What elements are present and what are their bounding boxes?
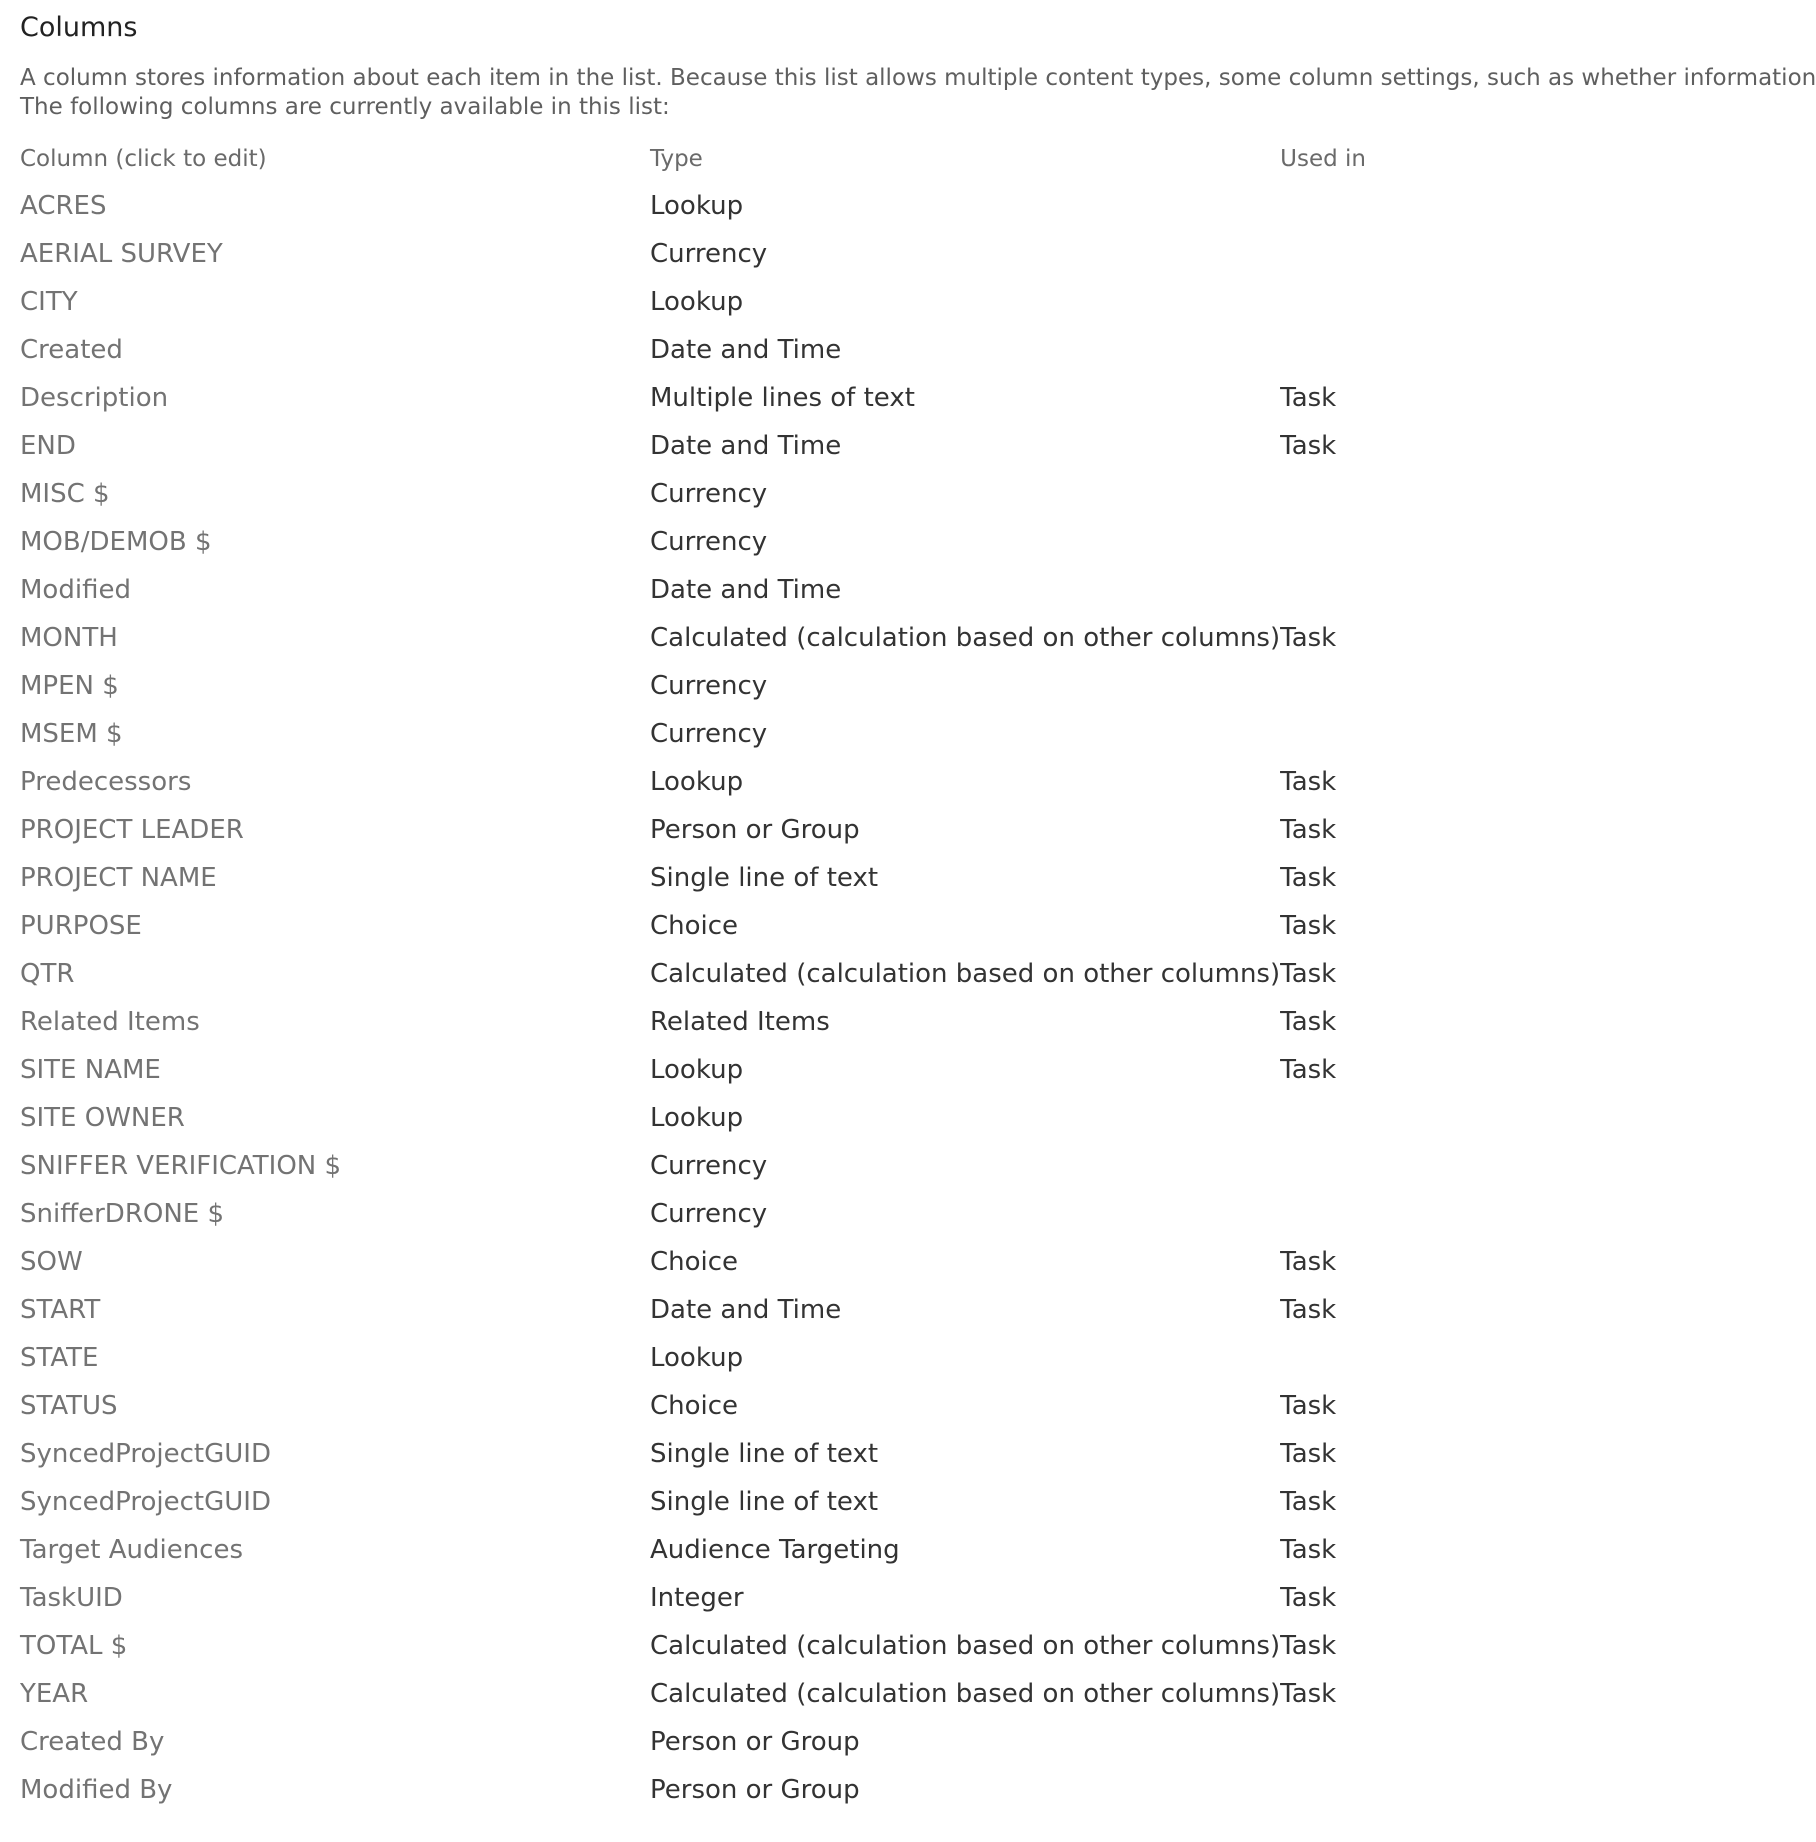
column-type: Audience Targeting [650,1535,900,1565]
column-used-in [1280,662,1420,710]
column-type: Single line of text [650,1439,879,1469]
column-name-link[interactable]: START [20,1295,101,1325]
column-name-link[interactable]: TOTAL $ [20,1631,128,1661]
column-type: Date and Time [650,1295,842,1325]
column-name-link[interactable]: PROJECT LEADER [20,815,244,845]
column-type: Date and Time [650,335,842,365]
column-name-link[interactable]: SITE OWNER [20,1103,185,1133]
column-name-link[interactable]: STATE [20,1343,99,1373]
column-used-in [1280,230,1420,278]
column-name-link[interactable]: Modified [20,575,131,605]
column-name-link[interactable]: Target Audiences [20,1535,244,1565]
table-row [20,1286,1420,1334]
table-row [20,182,1420,230]
column-type: Currency [650,1199,768,1229]
column-type: Lookup [650,1103,744,1133]
column-type: Choice [650,1391,739,1421]
table-row [20,1478,1420,1526]
table-row [20,1190,1420,1238]
column-name-link[interactable]: Description [20,383,169,413]
table-row [20,1718,1420,1766]
column-type: Calculated (calculation based on other columns) [650,1631,1281,1661]
column-used-in: Task [1280,1535,1337,1565]
column-header-type: Type [650,146,703,172]
column-header-used-in: Used in [1280,146,1366,172]
column-used-in: Task [1280,863,1337,893]
column-name-link[interactable]: Created By [20,1727,165,1757]
column-used-in: Task [1280,767,1337,797]
column-used-in [1280,1766,1420,1814]
table-row [20,1238,1420,1286]
table-row [20,662,1420,710]
table-row [20,1574,1420,1622]
column-type: Person or Group [650,1727,860,1757]
column-name-link[interactable]: Predecessors [20,767,192,797]
column-type: Date and Time [650,431,842,461]
table-row [20,470,1420,518]
column-type: Person or Group [650,815,860,845]
column-type: Lookup [650,767,744,797]
description-line: A column stores information about each item in the list. Because this list allows multiple content types, some column settings, such as whether information [20,65,1816,91]
column-type: Currency [650,527,768,557]
table-row [20,1622,1420,1670]
column-used-in [1280,518,1420,566]
column-type: Calculated (calculation based on other columns) [650,623,1281,653]
column-used-in: Task [1280,815,1337,845]
column-used-in: Task [1280,1679,1337,1709]
column-name-link[interactable]: MSEM $ [20,719,123,749]
column-type: Currency [650,1151,768,1181]
column-used-in [1280,278,1420,326]
column-used-in [1280,566,1420,614]
column-used-in [1280,1718,1420,1766]
column-type: Lookup [650,287,744,317]
column-used-in: Task [1280,431,1337,461]
column-name-link[interactable]: AERIAL SURVEY [20,239,223,269]
column-type: Single line of text [650,863,879,893]
column-type: Currency [650,671,768,701]
table-row [20,278,1420,326]
column-type: Lookup [650,191,744,221]
column-used-in: Task [1280,1439,1337,1469]
column-type: Calculated (calculation based on other columns) [650,1679,1281,1709]
column-name-link[interactable]: SyncedProjectGUID [20,1439,271,1469]
table-row [20,374,1420,422]
column-name-link[interactable]: TaskUID [20,1583,123,1613]
column-used-in: Task [1280,1631,1337,1661]
table-row [20,950,1420,998]
column-used-in [1280,1142,1420,1190]
column-type: Multiple lines of text [650,383,915,413]
table-row [20,1430,1420,1478]
table-row [20,326,1420,374]
column-name-link[interactable]: END [20,431,76,461]
table-row [20,518,1420,566]
column-name-link[interactable]: Modified By [20,1775,173,1805]
table-row [20,422,1420,470]
table-row [20,1334,1420,1382]
column-type: Currency [650,719,768,749]
column-used-in: Task [1280,1583,1337,1613]
column-name-link[interactable]: SITE NAME [20,1055,161,1085]
column-name-link[interactable]: PURPOSE [20,911,142,941]
column-used-in: Task [1280,1007,1337,1037]
column-name-link[interactable]: SOW [20,1247,83,1277]
column-name-link[interactable]: STATUS [20,1391,118,1421]
table-row [20,1670,1420,1718]
table-row [20,854,1420,902]
column-name-link[interactable]: SyncedProjectGUID [20,1487,271,1517]
table-row [20,710,1420,758]
column-name-link[interactable]: QTR [20,959,75,989]
table-row [20,806,1420,854]
column-name-link[interactable]: MOB/DEMOB $ [20,527,212,557]
column-type: Lookup [650,1055,744,1085]
column-type: Integer [650,1583,744,1613]
column-used-in: Task [1280,1391,1337,1421]
column-type: Choice [650,1247,739,1277]
column-name-link[interactable]: MISC $ [20,479,110,509]
columns-table [20,146,1420,1814]
column-used-in [1280,1334,1420,1382]
column-name-link[interactable]: Created [20,335,123,365]
column-used-in: Task [1280,959,1337,989]
column-used-in [1280,182,1420,230]
column-type: Single line of text [650,1487,879,1517]
column-type: Currency [650,239,768,269]
section-description [20,64,1816,122]
column-used-in: Task [1280,1487,1337,1517]
description-line: The following columns are currently available in this list: [20,94,670,120]
table-row [20,1526,1420,1574]
column-name-link[interactable]: SnifferDRONE $ [20,1199,225,1229]
column-name-link[interactable]: CITY [20,287,78,317]
column-type: Calculated (calculation based on other columns) [650,959,1281,989]
column-used-in: Task [1280,1247,1337,1277]
table-row [20,1046,1420,1094]
column-used-in: Task [1280,1295,1337,1325]
column-used-in [1280,710,1420,758]
column-name-link[interactable]: YEAR [20,1679,89,1709]
column-name-link[interactable]: MONTH [20,623,118,653]
column-type: Choice [650,911,739,941]
table-row [20,1766,1420,1814]
table-row [20,758,1420,806]
column-used-in: Task [1280,623,1337,653]
column-type: Currency [650,479,768,509]
column-used-in [1280,470,1420,518]
table-header-row [20,146,1420,182]
column-type: Date and Time [650,575,842,605]
column-used-in [1280,1190,1420,1238]
table-row [20,1094,1420,1142]
column-type: Lookup [650,1343,744,1373]
column-name-link[interactable]: PROJECT NAME [20,863,217,893]
table-row [20,614,1420,662]
table-row [20,566,1420,614]
page-title: Columns [20,12,138,43]
column-used-in: Task [1280,1055,1337,1085]
column-name-link[interactable]: SNIFFER VERIFICATION $ [20,1151,342,1181]
column-type: Person or Group [650,1775,860,1805]
column-type: Related Items [650,1007,830,1037]
table-row [20,902,1420,950]
table-row [20,998,1420,1046]
column-name-link[interactable]: MPEN $ [20,671,119,701]
column-used-in [1280,326,1420,374]
column-name-link[interactable]: ACRES [20,191,107,221]
table-row [20,1382,1420,1430]
column-name-link[interactable]: Related Items [20,1007,200,1037]
table-body [20,182,1420,1814]
table-row [20,230,1420,278]
column-used-in: Task [1280,911,1337,941]
table-row [20,1142,1420,1190]
column-used-in: Task [1280,383,1337,413]
column-used-in [1280,1094,1420,1142]
column-header-name: Column (click to edit) [20,146,267,172]
